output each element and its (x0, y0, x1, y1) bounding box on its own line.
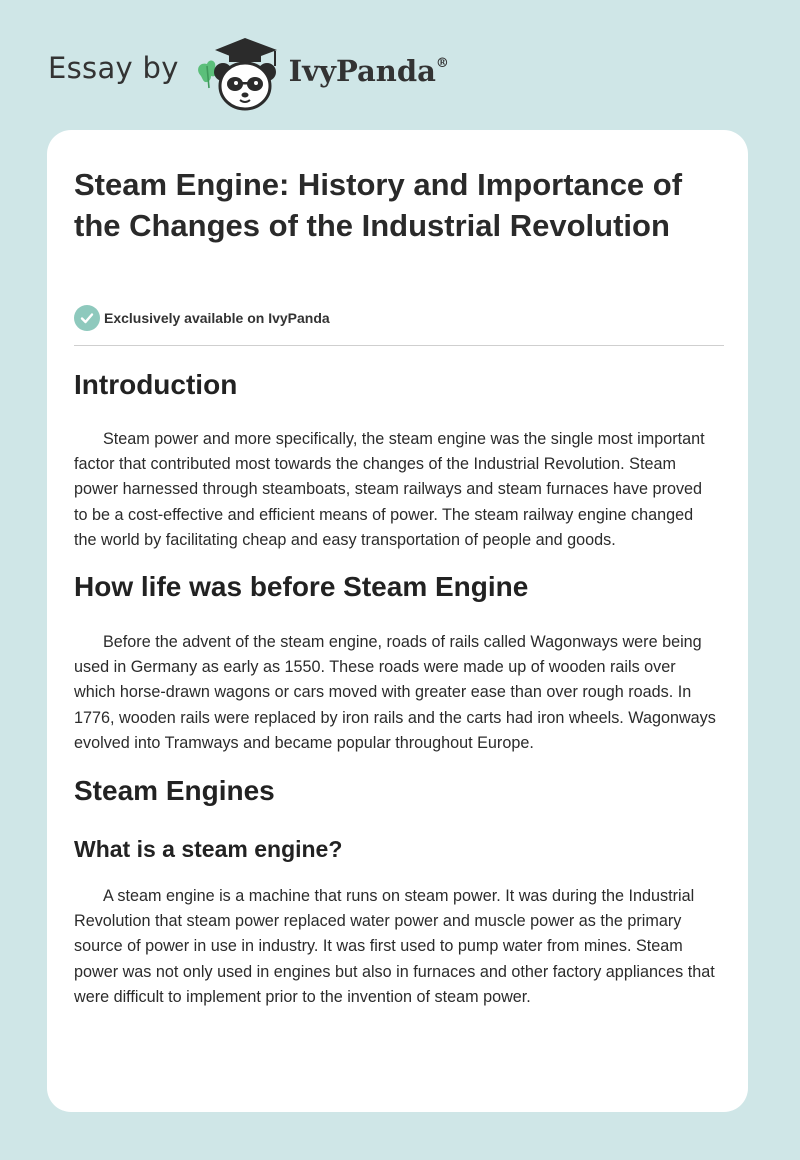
essay-card (47, 130, 748, 1112)
paragraph-before-steam: Before the advent of the steam engine, roads of rails called Wagonways were being used in Germany as early as 1550. These roads were made up of wooden rails over which horse-drawn wagons or cars moved with greater ease than over rough roads. In 1776, wooden rails were replaced by iron rails and the carts had iron wheels. Wagonways evolved into Tramways and became popular throughout Europe. (74, 633, 716, 752)
registered-mark: ® (435, 56, 449, 71)
title-divider (74, 345, 724, 346)
site-header (48, 32, 449, 112)
brand-label: IvyPanda (288, 54, 436, 88)
badge-label: Exclusively available on IvyPanda (104, 310, 330, 326)
section-heading-steam-engines: Steam Engines (74, 775, 275, 806)
paragraph-what-is-steam-engine: A steam engine is a machine that runs on steam power. It was during the Industrial Revolution that steam power replaced water power and muscle power as the primary source of power in use in industry. It was first used to pump water from mines. Steam power was not only used in engines but also in furnaces and other factory appliances that were difficult to implement prior to the invention of steam power. (74, 887, 715, 1006)
essay-title: Steam Engine: History and Importance of the Changes of the Industrial Revolution (74, 167, 683, 243)
check-circle-icon (74, 305, 100, 331)
section-heading-before-steam: How life was before Steam Engine (74, 571, 529, 602)
exclusive-badge (74, 305, 330, 331)
essay-by-label: Essay by (48, 51, 179, 85)
panda-graduate-icon[interactable] (193, 32, 285, 112)
section-heading-introduction: Introduction (74, 369, 238, 400)
brand-name[interactable] (289, 54, 449, 88)
paragraph-introduction: Steam power and more specifically, the steam engine was the single most important factor that contributed most towards the changes of the Industrial Revolution. Steam power harnessed through steamboats, steam railways and steam furnaces have proved to be a cost-effective and efficient means of power. The steam railway engine changed the world by facilitating cheap and easy transportation of people and goods. (74, 430, 705, 549)
subheading-what-is-steam-engine: What is a steam engine? (74, 836, 343, 862)
